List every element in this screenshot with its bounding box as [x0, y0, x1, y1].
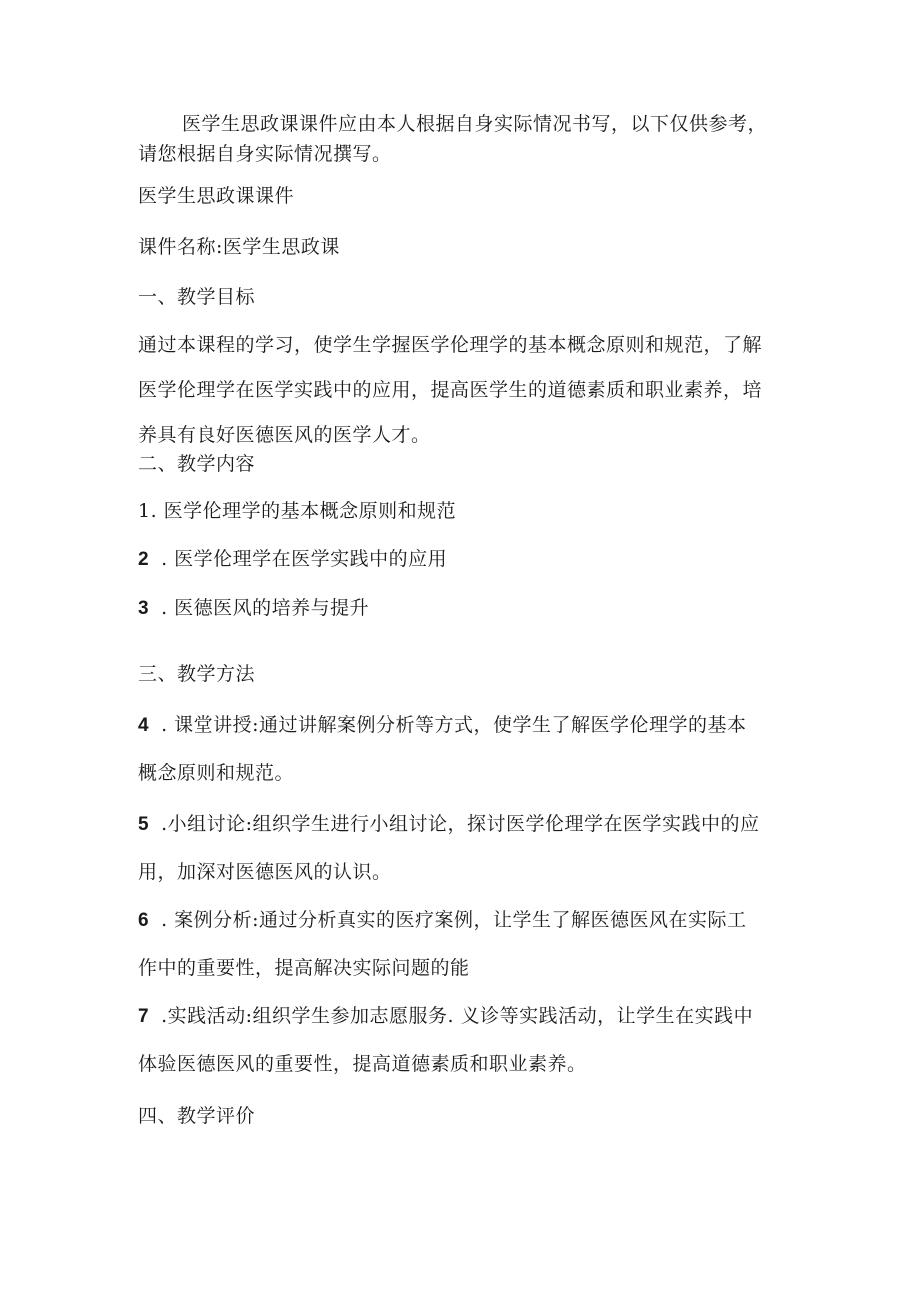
section-heading-content: 二、教学内容: [138, 453, 256, 475]
method-item-4: [138, 713, 747, 738]
objectives-line-2: 医学伦理学在医学实践中的应用，提高医学生的道德素质和职业素养，培: [138, 379, 763, 401]
list-number: 4: [138, 715, 150, 736]
intro-line-1: 医学生思政课课件应由本人根据自身实际情况书写，以下仅供参考，: [182, 113, 768, 135]
list-number: 3: [138, 598, 150, 619]
method-item-7: [138, 1004, 753, 1029]
method-item-6-cont: 作中的重要性，提高解决实际问题的能: [138, 957, 470, 979]
objectives-line-3: 养具有良好医德医风的医学人才。: [138, 424, 431, 446]
method-item-5: [138, 812, 760, 837]
method-item-4-cont: 概念原则和规范。: [138, 762, 295, 784]
list-item-text: . 案例分析:通过分析真实的医疗案例，让学生了解医德医风在实际工: [161, 909, 747, 931]
list-item-text: . 课堂讲授:通过讲解案例分析等方式，使学生了解医学伦理学的基本: [161, 714, 747, 736]
method-item-6: [138, 908, 747, 933]
list-number: 2: [138, 549, 150, 570]
course-name: 课件名称:医学生思政课: [138, 236, 340, 258]
section-heading-methods: 三、教学方法: [138, 663, 256, 685]
content-item-2: [138, 547, 447, 572]
document-title: 医学生思政课课件: [138, 185, 295, 207]
section-heading-objectives: 一、教学目标: [138, 286, 256, 308]
method-item-5-cont: 用，加深对医德医风的认识。: [138, 861, 392, 883]
list-item-text: . 医德医风的培养与提升: [161, 597, 370, 619]
content-item-1: 1. 医学伦理学的基本概念原则和规范: [138, 500, 457, 522]
section-heading-evaluation: 四、教学评价: [138, 1105, 256, 1127]
content-item-3: [138, 596, 369, 621]
list-number: 5: [138, 814, 150, 835]
method-item-7-cont: 体验医德医风的重要性，提高道德素质和职业素养。: [138, 1053, 587, 1075]
list-number: 7: [138, 1006, 150, 1027]
objectives-line-1: 通过本课程的学习，使学生学握医学伦理学的基本概念原则和规范，了解: [138, 334, 763, 356]
list-number: 6: [138, 910, 150, 931]
list-item-text: .实践活动:组织学生参加志愿服务. 义诊等实践活动，让学生在实践中: [161, 1005, 754, 1027]
list-item-text: . 医学伦理学在医学实践中的应用: [161, 548, 448, 570]
list-item-text: .小组讨论:组织学生进行小组讨论，探讨医学伦理学在医学实践中的应: [161, 813, 760, 835]
intro-line-2: 请您根据自身实际情况撰写。: [138, 143, 392, 165]
